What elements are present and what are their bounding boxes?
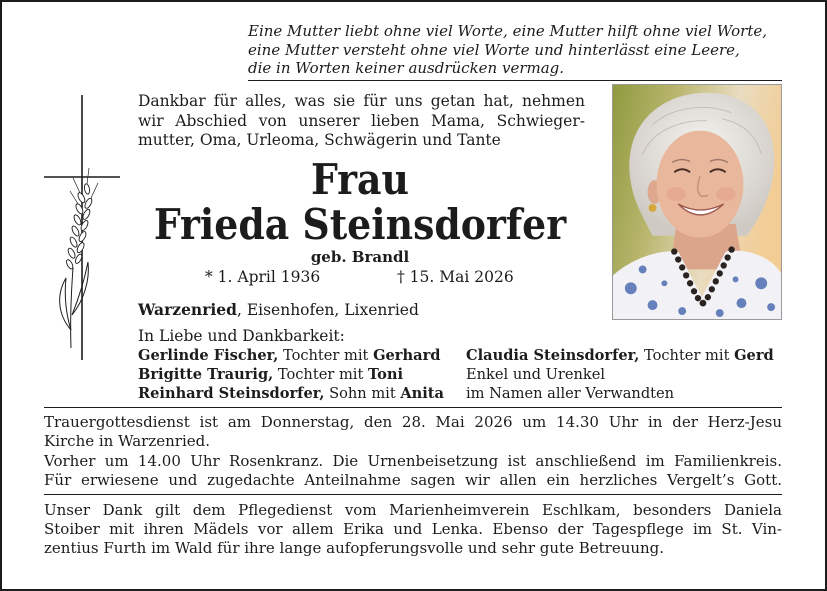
mourner-name: Brigitte Traurig, (138, 366, 274, 383)
wheat-leaf (60, 278, 71, 330)
deceased-name: Frieda Steinsdorfer (153, 200, 567, 249)
places-line (138, 300, 419, 320)
place-rest: , Eisenhofen, Lixenried (236, 301, 419, 319)
service-line: Vorher um 14.00 Uhr Rosenkranz. Die Urnenbeisetzung ist anschließend im Familienkreis. (44, 452, 782, 470)
thanks-line: Unser Dank gilt dem Pflegedienst vom Marienheimverein Eschlkam, besonders Daniela (44, 501, 782, 519)
quote-line: die in Worten keiner ausdrücken vermag. (248, 59, 565, 77)
mourner-relation: Tochter mit (278, 347, 374, 364)
mourner-partner: Gerhard (373, 347, 441, 364)
mourner-partner: Anita (400, 385, 445, 402)
mourner-name: Claudia Steinsdorfer, (466, 347, 640, 364)
service-paragraph (44, 452, 782, 490)
mourner-name: Reinhard Steinsdorfer, (138, 385, 325, 402)
intro-line: wir Abschied von unserer lieben Mama, Schwieger- (138, 111, 585, 130)
mourners-right-column (466, 346, 774, 403)
mourner-row (138, 365, 444, 384)
motto-quote (248, 22, 793, 78)
quote-line: Eine Mutter liebt ohne viel Worte, eine Mutter hilft ohne viel Worte, (248, 22, 768, 40)
wheat-stalk (60, 262, 89, 348)
portrait-earring (649, 204, 657, 212)
maiden-name: geb. Brandl (310, 248, 410, 266)
section-divider (44, 407, 782, 408)
service-line: Für erwiesene und zugedachte Anteilnahme sagen wir allen ein herzliches Vergelt’s Gott. (44, 471, 782, 489)
mourner-partner: Gerd (734, 347, 774, 364)
salutation: Frau (310, 155, 410, 204)
place-main: Warzenried (138, 300, 237, 319)
birth-date: * 1. April 1936 (205, 268, 321, 286)
section-divider (44, 494, 782, 495)
mourner-row (466, 346, 774, 365)
quote-divider (248, 80, 782, 81)
intro-line: mutter, Oma, Urleoma, Schwägerin und Tante (138, 131, 501, 149)
mourners-heading: In Liebe und Dankbarkeit: (138, 327, 345, 345)
mourner-name: Gerlinde Fischer, (138, 347, 279, 364)
thanks-line: Stoiber mit ihren Mädels vor allem Erika und Lenka. Ebenso der Tagespflege im St. Vin- (44, 520, 782, 538)
portrait-photo (612, 84, 782, 320)
mourner-row (138, 384, 444, 403)
mourner-row: Enkel und Urenkel (466, 366, 606, 383)
thanks-paragraph (44, 501, 782, 558)
death-date: † 15. Mai 2026 (397, 268, 514, 286)
service-paragraph (44, 413, 782, 451)
intro-line: Dankbar für alles, was sie für uns getan hat, nehmen (138, 92, 585, 110)
portrait-photo-icon (613, 85, 781, 319)
service-line: Trauergottesdienst ist am Donnerstag, den 28. Mai 2026 um 14.30 Uhr in der Herz-Jesu (44, 413, 782, 431)
mourner-row (138, 346, 444, 365)
wheat-leaf (72, 262, 88, 315)
quote-line: eine Mutter versteht ohne viel Worte und hinterlässt eine Leere, (248, 40, 740, 59)
thanks-line: zentius Furth im Wald für ihre lange aufopferungsvolle und sehr gute Betreuung. (44, 539, 665, 557)
mourner-relation: Tochter mit (273, 366, 368, 383)
mourners-left-column (138, 346, 444, 403)
mourner-partner: Toni (367, 366, 404, 383)
service-line: Kirche in Warzenried. (44, 432, 210, 450)
mourner-relation: Tochter mit (639, 347, 735, 364)
mourner-row: im Namen aller Verwandten (466, 385, 675, 402)
mourner-relation: Sohn mit (324, 385, 401, 402)
intro-text (138, 92, 585, 151)
portrait-face (656, 131, 743, 238)
